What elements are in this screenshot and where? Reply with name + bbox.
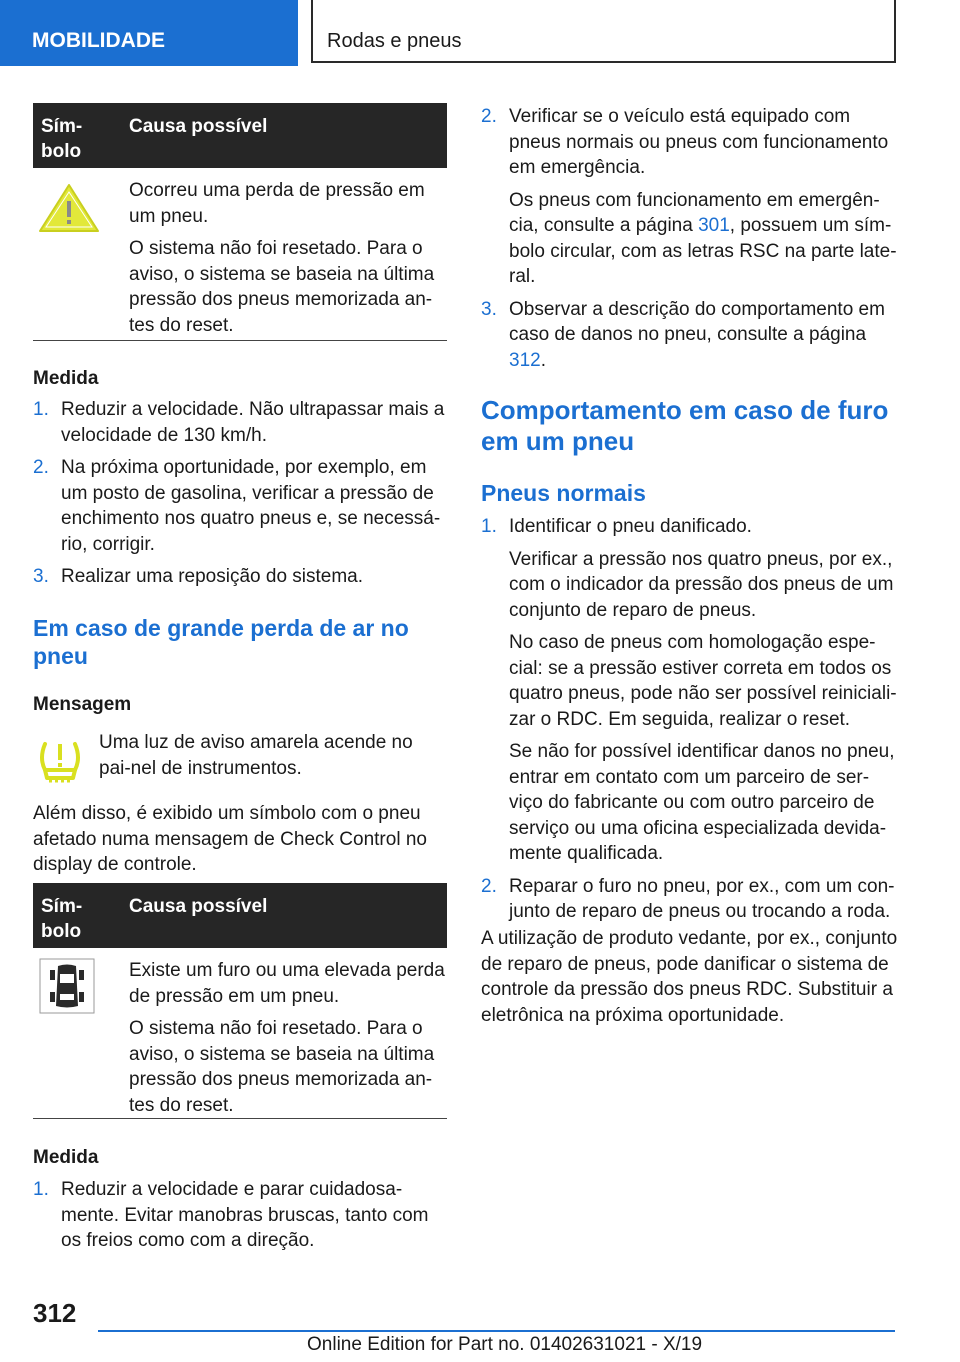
measure-heading: Medida <box>33 1147 99 1168</box>
list-item: 1. Reduzir a velocidade e parar cuidadosa-mente. Evitar manobras bruscas, tanto com os freios como com a direção. <box>33 1179 429 1251</box>
measure-heading: Medida <box>33 368 99 389</box>
header-section: MOBILIDADE <box>0 0 298 66</box>
footer-divider <box>98 1330 895 1332</box>
cause-text: O sistema não foi resetado. Para o aviso, o sistema se baseia na última pressão dos pneus memorizada an-tes do reset. <box>129 238 435 336</box>
warning-triangle-icon <box>37 182 101 234</box>
table-header <box>33 883 447 948</box>
steps-list <box>481 514 897 932</box>
header-chapter: Rodas e pneus <box>311 0 896 63</box>
col-symbol-header: Sím- bolo <box>41 116 83 162</box>
table-2 <box>33 883 447 1119</box>
table-row <box>33 168 447 341</box>
col-symbol-header: Sím- bolo <box>41 896 83 942</box>
cause-text: Existe um furo ou uma elevada perda de pressão em um pneu. <box>129 960 445 1007</box>
warning-text: Uma luz de aviso amarela acende no pai-nel de instrumentos. <box>99 732 413 779</box>
col-cause-header: Causa possível <box>129 116 268 137</box>
table-1 <box>33 103 447 341</box>
cause-text: O sistema não foi resetado. Para o aviso, o sistema se baseia na última pressão dos pneus memorizada an-tes do reset. <box>129 1018 435 1116</box>
list-item: 2. Na próxima oportunidade, por exemplo, em um posto de gasolina, verificar a pressão de enchimento nos quatro pneus e, se necessá-rio, corrigir. <box>33 457 441 555</box>
list-item: 3. Observar a descrição do comportamento em caso de danos no pneu, consulte a página 312. <box>481 298 885 371</box>
table-row <box>33 948 447 1119</box>
section-heading: Comportamento em caso de furo em um pneu <box>481 395 889 456</box>
car-tire-damage-icon <box>39 958 95 1014</box>
list-item: 2. Reparar o furo no pneu, por ex., com um con-junto de reparo de pneus ou trocando a roda. <box>481 875 895 922</box>
measure-list <box>33 397 447 597</box>
list-item: 2. Verificar se o veículo está equipado com pneus normais ou pneus com funcionamento em emergência. Os pneus com funcionamento em emergên-cia, consulte a página 301, possuem um sím-bolo circular, com as letras RSC na parte late-ral. <box>481 106 897 287</box>
page-link-301[interactable]: 301 <box>698 215 730 236</box>
measure-list <box>33 1177 447 1261</box>
paragraph: Além disso, é exibido um símbolo com o pneu afetado numa mensagem de Check Control no display de controle. <box>33 803 427 875</box>
list-item: 3. Realizar uma reposição do sistema. <box>33 566 364 587</box>
section-heading: Em caso de grande perda de ar no pneu <box>33 615 409 669</box>
list-item: 1. Identificar o pneu danificado. Verificar a pressão nos quatro pneus, por ex., com o indicador da pressão dos pneus de um conjunto de reparo de pneus. No caso de pneus com homologação espe-cial: se a pressão estiver correta em todos os quatro pneus, pode não ser possível reiniciali-zar o RDC. Em seguida, realizar o reset. Se não for possível identificar danos no pneu, entrar em contato com um parceiro de ser-viço do fabricante ou com outro parceiro de serviço ou uma oficina especializada devida-mente qualificada. <box>481 516 897 864</box>
tire-pressure-warning-icon <box>37 738 83 784</box>
paragraph: A utilização de produto vedante, por ex., conjunto de reparo de pneus, pode danificar o sistema de controle da pressão dos pneus RDC. Substituir a eletrônica na próxima oportunidade. <box>481 928 898 1026</box>
col-cause-header: Causa possível <box>129 896 268 917</box>
subsection-heading: Pneus normais <box>481 480 646 506</box>
message-heading: Mensagem <box>33 694 132 715</box>
cause-text: Ocorreu uma perda de pressão em um pneu. <box>129 180 425 227</box>
page-link-312[interactable]: 312 <box>509 349 541 371</box>
list-item: 1. Reduzir a velocidade. Não ultrapassar mais a velocidade de 130 km/h. <box>33 399 445 446</box>
footer-edition: Online Edition for Part no. 01402631021 - X/19 <box>307 1334 703 1355</box>
table-header <box>33 103 447 168</box>
check-list <box>481 104 897 380</box>
page-number: 312 <box>33 1298 77 1328</box>
